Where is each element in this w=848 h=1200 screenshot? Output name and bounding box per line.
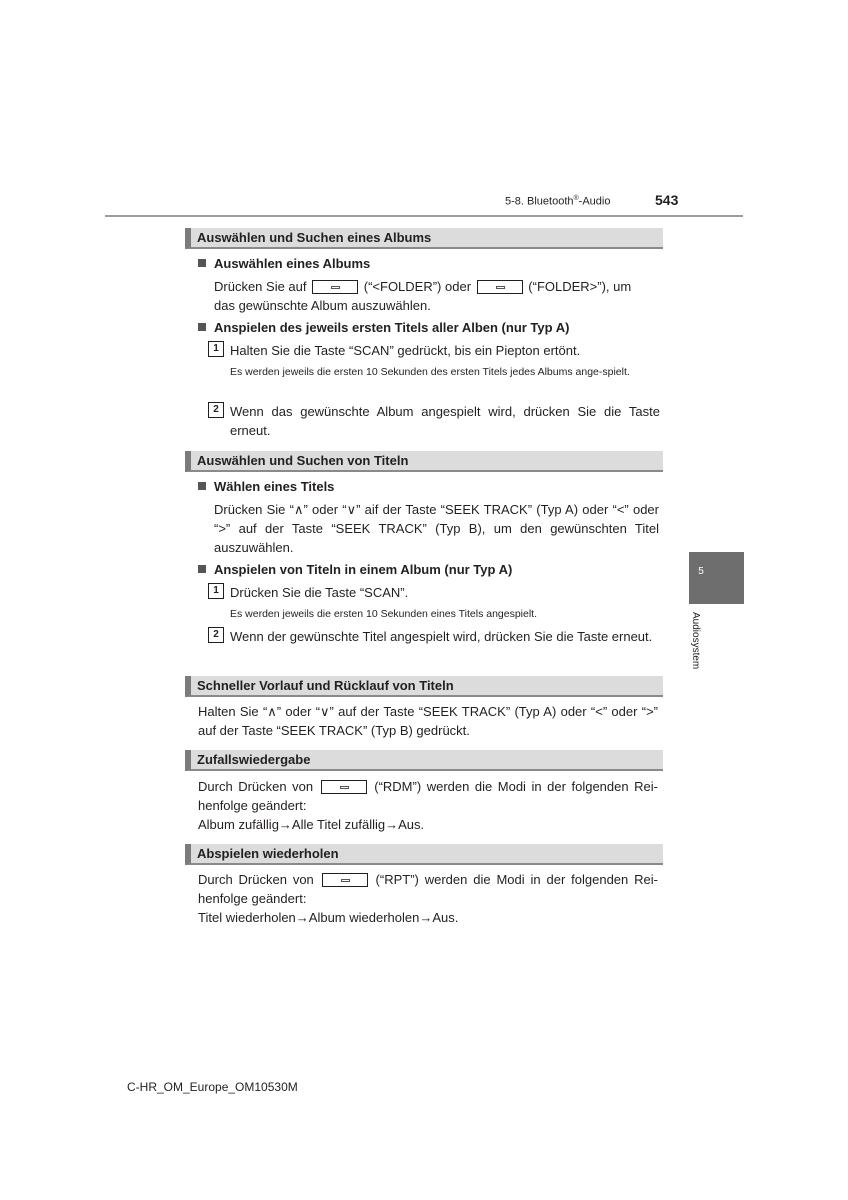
step-text: Halten Sie die Taste “SCAN” gedrückt, bis ein Piepton ertönt. [230, 343, 581, 358]
bullet-square-icon [198, 323, 206, 331]
section-heading-title-search: Auswählen und Suchen von Titeln [185, 451, 663, 472]
paragraph: Durch Drücken von (“RDM”) werden die Modi in der folgenden Rei-henfolge geändert: Album zufällig→Alle Titel zufällig→Aus. [198, 779, 658, 832]
page-number: 543 [655, 192, 679, 208]
section-heading-album-search: Auswählen und Suchen eines Albums [185, 228, 663, 249]
footer-doc-id: C-HR_OM_Europe_OM10530M [127, 1080, 298, 1094]
subsection-heading: Anspielen von Titeln in einem Album (nur Typ A) [198, 560, 512, 579]
header-section-title: 5-8. Bluetooth®-Audio [505, 195, 611, 208]
button-icon [322, 873, 368, 887]
paragraph: Drücken Sie auf (“<FOLDER”) oder (“FOLDER>”), um das gewünschte Album auszuwählen. [214, 279, 632, 313]
step-number: 1 [208, 341, 224, 357]
subsection-heading: Wählen eines Titels [198, 477, 334, 496]
bullet-square-icon [198, 482, 206, 490]
chapter-tab [689, 552, 744, 604]
chapter-label: Audiosystem [690, 612, 701, 670]
step-text: Wenn der gewünschte Titel angespielt wird, drücken Sie die Taste erneut. [230, 629, 653, 644]
step-note: Es werden jeweils die ersten 10 Sekunden des ersten Titels jedes Albums ange-spielt. [230, 366, 630, 378]
step-number: 1 [208, 583, 224, 599]
section-heading-repeat: Abspielen wiederholen [185, 844, 663, 865]
step-note: Es werden jeweils die ersten 10 Sekunden eines Titels angespielt. [230, 608, 538, 620]
subsection-heading: Anspielen des jeweils ersten Titels aller Alben (nur Typ A) [198, 318, 569, 337]
button-icon [477, 280, 523, 294]
bullet-square-icon [198, 565, 206, 573]
chapter-number: 5 [698, 566, 704, 577]
subsection-heading: Auswählen eines Albums [198, 254, 370, 273]
button-icon [312, 280, 358, 294]
bullet-square-icon [198, 259, 206, 267]
step-number: 2 [208, 402, 224, 418]
paragraph: Halten Sie “∧” oder “∨” auf der Taste “SEEK TRACK” (Typ A) oder “<” oder “>” auf der Taste “SEEK TRACK” (Typ B) gedrückt. [198, 704, 658, 738]
paragraph: Durch Drücken von (“RPT”) werden die Modi in der folgenden Rei-henfolge geändert: Titel wiederholen→Album wiederholen→Aus. [198, 872, 658, 925]
step-number: 2 [208, 627, 224, 643]
step-text: Drücken Sie die Taste “SCAN”. [230, 585, 409, 600]
button-icon [321, 780, 367, 794]
section-heading-fast-forward: Schneller Vorlauf und Rücklauf von Titeln [185, 676, 663, 697]
header-rule [105, 215, 743, 217]
step-text: Wenn das gewünschte Album angespielt wird, drücken Sie die Taste erneut. [230, 404, 660, 438]
section-heading-random: Zufallswiedergabe [185, 750, 663, 771]
paragraph: Drücken Sie “∧” oder “∨” aif der Taste “SEEK TRACK” (Typ A) oder “<” oder “>” auf der Taste “SEEK TRACK” (Typ B), um den gewünschten Titel auszuwählen. [214, 502, 659, 555]
